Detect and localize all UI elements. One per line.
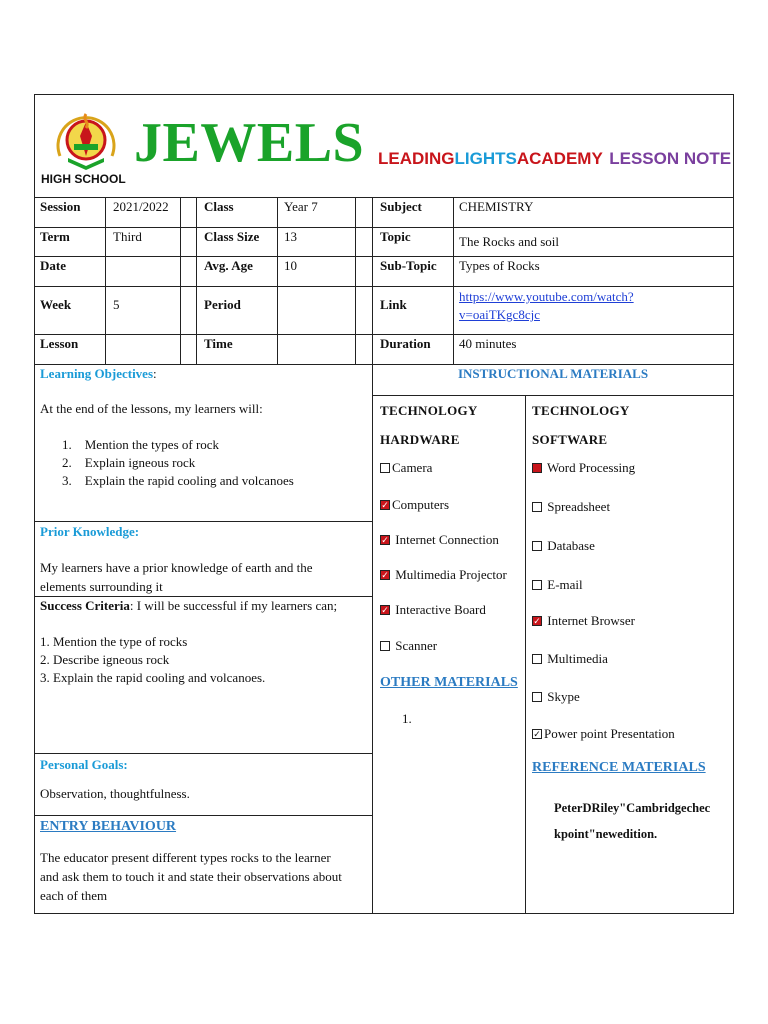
date-label: Date	[40, 258, 66, 273]
checkbox-icon[interactable]	[532, 463, 542, 473]
logo-caption: HIGH SCHOOL	[41, 172, 126, 186]
class-label: Class	[204, 199, 234, 214]
prior-knowledge-title: Prior Knowledge:	[40, 524, 140, 539]
personal-goals-title: Personal Goals:	[40, 757, 128, 772]
software-database[interactable]: Database	[532, 538, 595, 554]
prior-knowledge-text: My learners have a prior knowledge of earth and the elements surrounding it	[40, 560, 313, 594]
other-materials-title: OTHER MATERIALS	[380, 675, 518, 690]
hardware-title: TECHNOLOGY HARDWARE	[380, 403, 478, 447]
software-multimedia[interactable]: Multimedia	[532, 651, 608, 667]
hardware-internet-connection[interactable]: ✓ Internet Connection	[380, 532, 499, 548]
checkbox-icon[interactable]	[532, 616, 542, 626]
academy-logo-icon	[46, 100, 126, 178]
checkbox-icon[interactable]	[380, 463, 390, 473]
checkbox-icon[interactable]	[532, 692, 542, 702]
session-label: Session	[40, 199, 81, 214]
software-spreadsheet[interactable]: Spreadsheet	[532, 499, 610, 515]
checkbox-icon[interactable]	[380, 605, 390, 615]
duration-label: Duration	[380, 336, 431, 351]
checkbox-icon[interactable]	[532, 541, 542, 551]
academy-leading: LEADING	[378, 149, 455, 168]
objectives-intro: At the end of the lessons, my learners will:	[40, 401, 263, 416]
objectives-title-colon: :	[153, 366, 157, 381]
checkbox-icon[interactable]	[532, 502, 542, 512]
academy-name	[378, 148, 731, 170]
other-materials-item: 1.	[402, 711, 412, 726]
software-power-point[interactable]: ✓Power point Presentation	[532, 726, 675, 742]
brand-title: JEWELS	[134, 112, 365, 174]
link-label: Link	[380, 297, 407, 312]
software-internet-browser[interactable]: ✓ Internet Browser	[532, 613, 635, 629]
class-value: Year 7	[284, 199, 318, 214]
term-label: Term	[40, 229, 70, 244]
term-value: Third	[113, 229, 142, 244]
software-title: TECHNOLOGY SOFTWARE	[532, 403, 630, 447]
objectives-title	[40, 366, 157, 382]
topic-label: Topic	[380, 229, 411, 244]
entry-behaviour-title: ENTRY BEHAVIOUR	[40, 819, 177, 834]
success-criteria-list	[40, 633, 265, 687]
academy-lights: LIGHTS	[454, 149, 517, 168]
personal-goals-text: Observation, thoughtfulness.	[40, 786, 190, 801]
video-link-line1[interactable]: https://www.youtube.com/watch?	[459, 289, 634, 304]
hardware-scanner[interactable]: Scanner	[380, 638, 437, 654]
week-value: 5	[113, 297, 120, 312]
success-item-2: 2. Describe igneous rock	[40, 652, 170, 667]
software-email[interactable]: E-mail	[532, 577, 583, 593]
hardware-multimedia-projector[interactable]: ✓ Multimedia Projector	[380, 567, 507, 583]
duration-value: 40 minutes	[459, 336, 517, 351]
academy-logo	[46, 100, 126, 178]
class-size-value: 13	[284, 229, 297, 244]
hardware-computers[interactable]: ✓Computers	[380, 497, 449, 513]
subtopic-label: Sub-Topic	[380, 258, 437, 273]
objective-item-2: 2. Explain igneous rock	[62, 455, 196, 470]
hardware-camera[interactable]: Camera	[380, 460, 432, 476]
time-label: Time	[204, 336, 233, 351]
checkbox-icon[interactable]	[532, 654, 542, 664]
objectives-list	[62, 436, 294, 490]
success-criteria-intro: : I will be successful if my learners can;	[129, 598, 338, 613]
lesson-label: Lesson	[40, 336, 79, 351]
avg-age-value: 10	[284, 258, 297, 273]
instructional-materials-title: INSTRUCTIONAL MATERIALS	[457, 366, 649, 381]
reference-materials-text: PeterDRiley"Cambridgechec kpoint"newedition.	[554, 801, 711, 841]
topic-value: The Rocks and soil	[459, 234, 560, 249]
objectives-title-text: Learning Objectives	[40, 366, 154, 381]
class-size-label: Class Size	[204, 229, 260, 244]
checkbox-icon[interactable]	[380, 641, 390, 651]
week-label: Week	[40, 297, 72, 312]
avg-age-label: Avg. Age	[204, 258, 253, 273]
success-criteria-title: Success Criteria	[40, 598, 130, 613]
objective-item-3: 3. Explain the rapid cooling and volcanoes	[62, 473, 294, 488]
subject-label: Subject	[380, 199, 422, 214]
objective-item-1: 1. Mention the types of rock	[62, 437, 220, 452]
checkbox-icon[interactable]	[532, 729, 542, 739]
lesson-note-title: LESSON NOTE	[609, 149, 732, 168]
software-skype[interactable]: Skype	[532, 689, 580, 705]
academy-academy: ACADEMY	[516, 149, 603, 168]
video-link-line2[interactable]: v=oaiTKgc8cjc	[459, 307, 540, 322]
subtopic-value: Types of Rocks	[459, 258, 540, 273]
success-item-3: 3. Explain the rapid cooling and volcanoes.	[40, 670, 266, 685]
checkbox-icon[interactable]	[532, 580, 542, 590]
hardware-interactive-board[interactable]: ✓ Interactive Board	[380, 602, 486, 618]
period-label: Period	[204, 297, 241, 312]
checkbox-icon[interactable]	[380, 535, 390, 545]
success-item-1: 1. Mention the type of rocks	[40, 634, 188, 649]
session-value: 2021/2022	[113, 199, 169, 214]
checkbox-icon[interactable]	[380, 570, 390, 580]
success-criteria-heading	[40, 598, 337, 614]
subject-value: CHEMISTRY	[459, 199, 534, 214]
checkbox-icon[interactable]	[380, 500, 390, 510]
reference-materials-title: REFERENCE MATERIALS	[532, 760, 706, 775]
software-word-processing[interactable]: Word Processing	[532, 460, 635, 476]
entry-behaviour-text: The educator present different types rocks to the learner and ask them to touch it and state their observations about each of them	[40, 850, 342, 903]
video-link[interactable]	[459, 288, 634, 324]
